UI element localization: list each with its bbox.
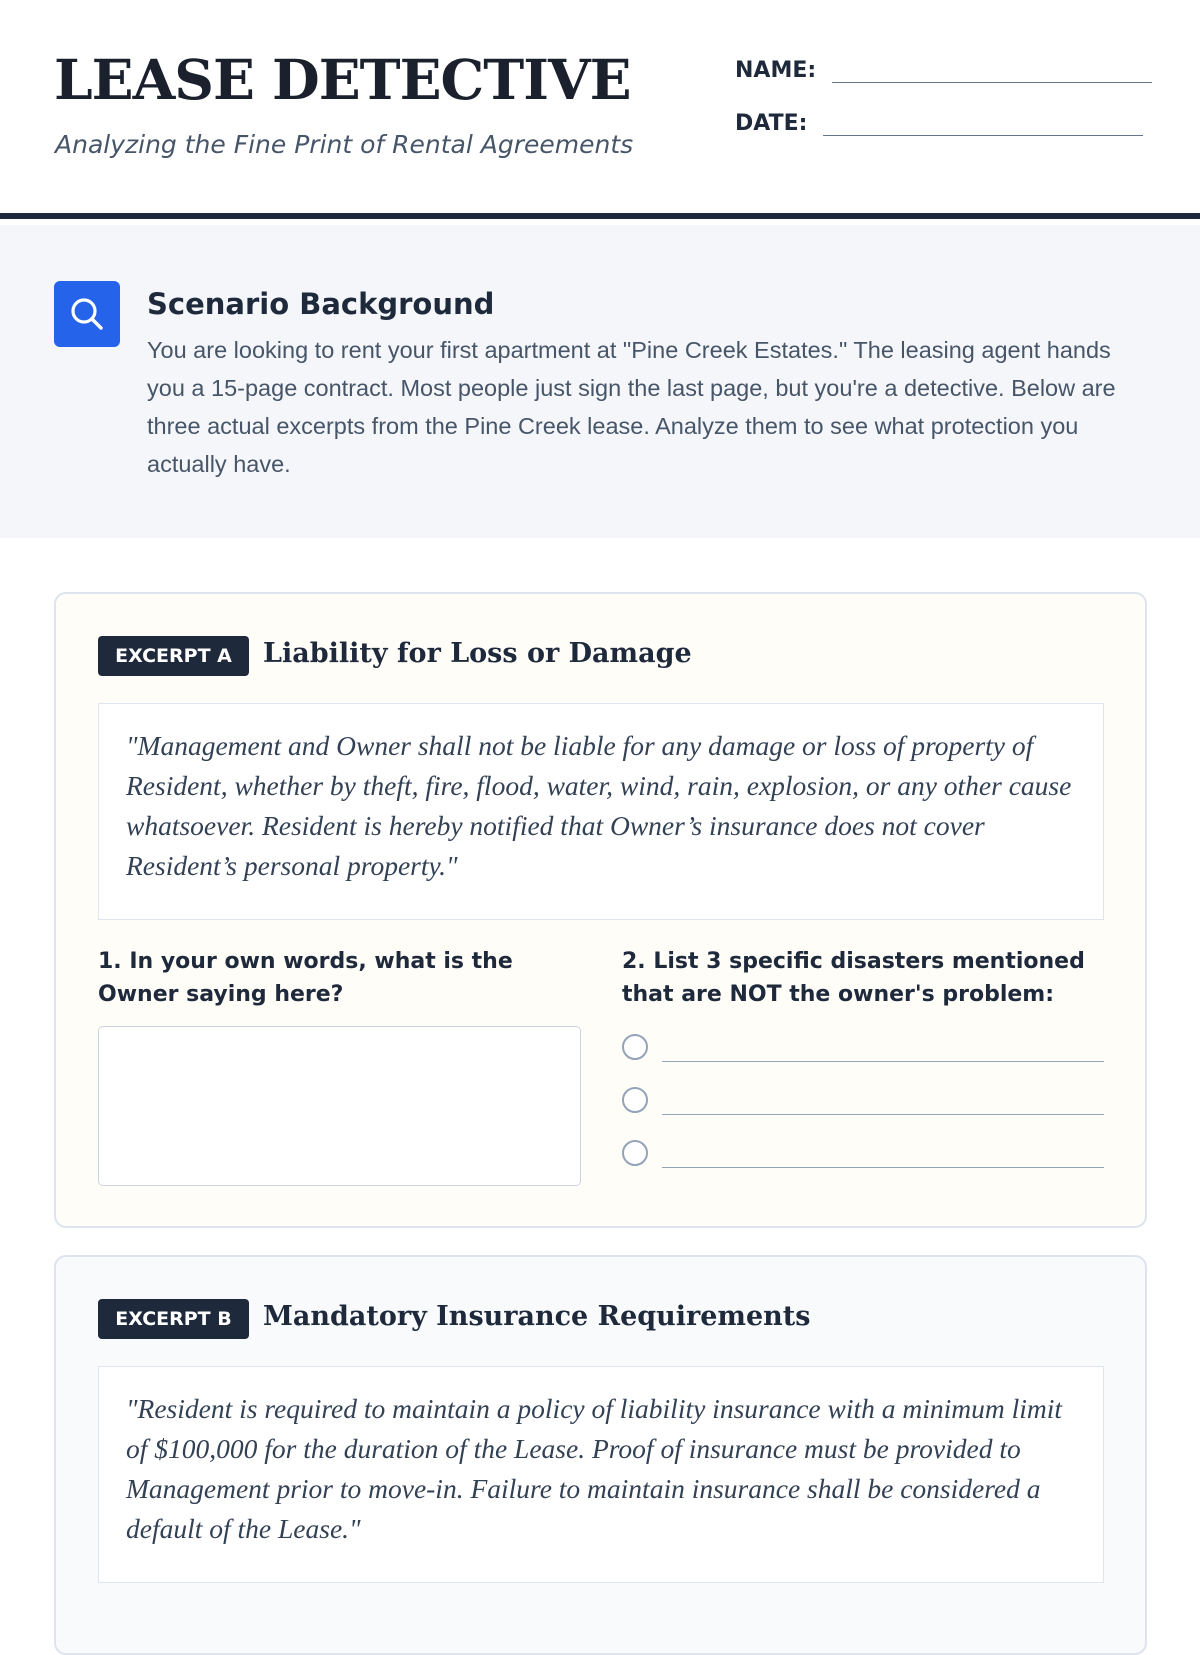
excerpt-b-badge: EXCERPT B	[98, 1299, 249, 1339]
answer-line[interactable]	[662, 1114, 1104, 1115]
question-1-label: 1. In your own words, what is the Owner saying here?	[98, 949, 513, 1007]
date-input-line[interactable]	[823, 113, 1143, 136]
excerpt-a-card	[54, 592, 1147, 1228]
excerpt-a-badge: EXCERPT A	[98, 636, 249, 676]
scenario-title: Scenario Background	[147, 287, 495, 321]
radio-button[interactable]	[622, 1034, 648, 1060]
page-subtitle: Analyzing the Fine Print of Rental Agreements	[55, 130, 634, 159]
answer-line[interactable]	[662, 1061, 1104, 1062]
scenario-text: You are looking to rent your first apartment at "Pine Creek Estates." The leasing agent hands you a 15-page contract. Most people just sign the last page, but you're a detective. Below are three actual excerpts from the Pine Creek lease. Analyze them to see what protection you actually have.	[147, 337, 1116, 477]
radio-button[interactable]	[622, 1140, 648, 1166]
excerpt-b-card	[54, 1255, 1147, 1655]
page-title: LEASE DETECTIVE	[54, 47, 631, 112]
radio-button[interactable]	[622, 1087, 648, 1113]
answer-line[interactable]	[662, 1167, 1104, 1168]
disaster-list-item	[622, 1032, 1104, 1062]
excerpt-b-quote: "Resident is required to maintain a policy of liability insurance with a minimum limit of $100,000 for the duration of the Lease. Proof of insurance must be provided to Management prior to move-in. Failure to maintain insurance shall be considered a default of the Lease."	[98, 1366, 1104, 1583]
date-field[interactable]	[735, 111, 1143, 136]
disaster-list-item	[622, 1138, 1104, 1168]
question-2-label: 2. List 3 specific disasters mentioned that are NOT the owner's problem:	[622, 949, 1085, 1007]
worksheet-header	[0, 0, 1200, 219]
name-label: NAME:	[735, 58, 817, 83]
excerpt-a-quote: "Management and Owner shall not be liable for any damage or loss of property of Resident, whether by theft, fire, flood, water, wind, rain, explosion, or any other cause whatsoever. Resident is hereby notified that Owner’s insurance does not cover Resident’s personal property."	[98, 703, 1104, 920]
disaster-list-item	[622, 1085, 1104, 1115]
question-1-answer-box[interactable]	[98, 1026, 581, 1186]
name-field[interactable]	[735, 58, 1152, 83]
excerpt-b-title: Mandatory Insurance Requirements	[263, 1301, 811, 1332]
name-input-line[interactable]	[832, 60, 1152, 83]
search-icon	[54, 281, 120, 347]
date-label: DATE:	[735, 111, 808, 136]
scenario-section	[0, 225, 1200, 538]
excerpt-a-title: Liability for Loss or Damage	[263, 638, 692, 669]
